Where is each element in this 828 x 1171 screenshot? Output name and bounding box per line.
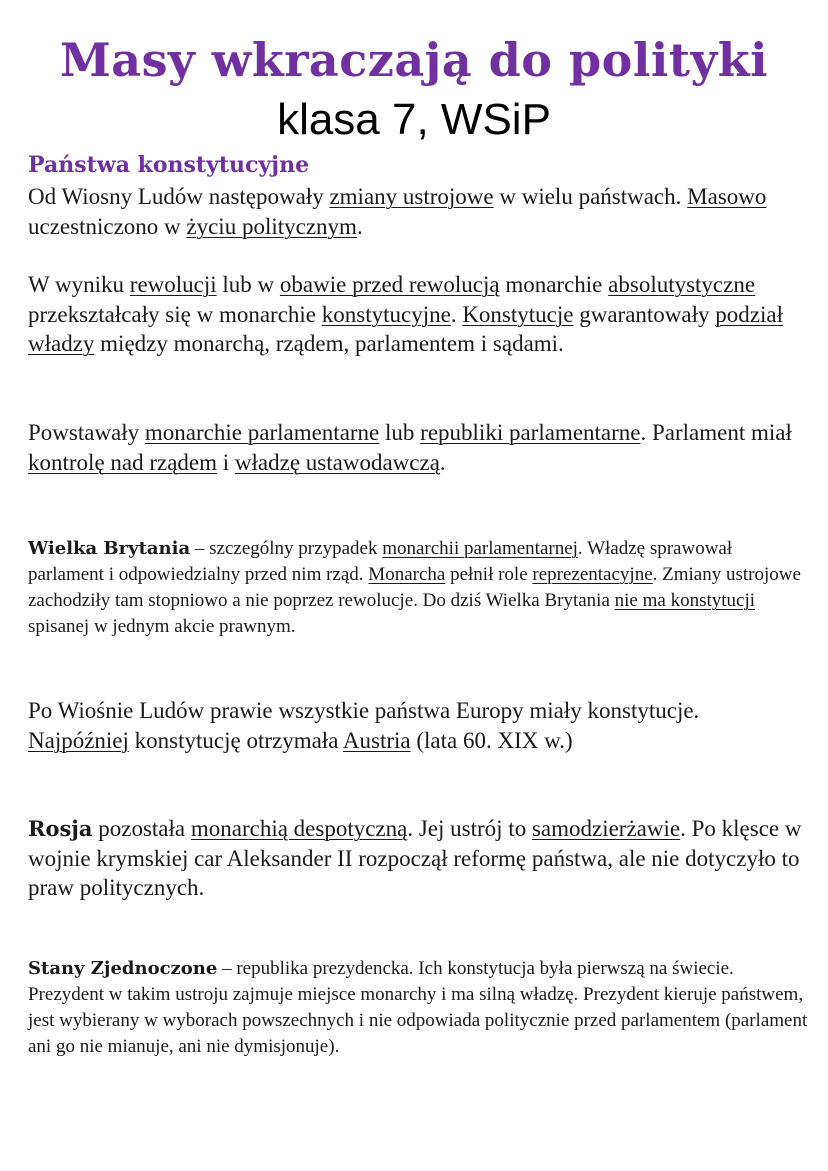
paragraph-parliamentary-systems: Powstawały monarchie parlamentarne lub republiki parlamentarne. Parlament miał kontrolę nad rządem i władzę ustawodawczą. — [28, 420, 792, 475]
paragraph-changes: Od Wiosny Ludów następowały zmiany ustrojowe w wielu państwach. Masowo uczestniczono w życiu politycznym. — [28, 184, 767, 239]
paragraph-russia: Rosja pozostała monarchią despotyczną. Jej ustrój to samodzierżawie. Po klęsce w wojnie krymskiej car Aleksander II rozpoczął reformę państwa, ale nie dotyczyło to praw politycznych. — [28, 816, 802, 900]
page-title: Masy wkraczają do polityki — [59, 33, 769, 87]
section-heading: Państwa konstytucyjne — [28, 152, 310, 178]
page-subtitle: klasa 7, WSiP — [277, 95, 551, 144]
paragraph-europe-constitutions: Po Wiośnie Ludów prawie wszystkie państwa Europy miały konstytucje. Najpóźniej konstytucję otrzymała Austria (lata 60. XIX w.) — [28, 698, 700, 753]
paragraph-united-states: Stany Zjednoczone – republika prezydencka. Ich konstytucja była pierwszą na świecie. Prezydent w takim ustroju zajmuje miejsce monarchy i ma silną władzę. Prezydent kieruje państwem, jest wybierany w wyborach powszechnych i nie odpowiada politycznie przed parlamentem (parlament ani go nie mianuje, ani nie dymisjonuje). — [28, 958, 808, 1057]
paragraph-great-britain: Wielka Brytania – szczególny przypadek monarchii parlamentarnej. Władzę sprawował parlament i odpowiedzialny przed nim rząd. Monarcha pełnił role reprezentacyjne. Zmiany ustrojowe zachodziły tam stopniowo a nie poprzez rewolucje. Do dziś Wielka Brytania nie ma konstytucji spisanej w jednym akcie prawnym. — [28, 538, 801, 637]
paragraph-constitutional-monarchies: W wyniku rewolucji lub w obawie przed rewolucją monarchie absolutystyczne przekształcały się w monarchie konstytucyjne. Konstytucje gwarantowały podział władzy między monarchą, rządem, parlamentem i sądami. — [28, 272, 783, 356]
